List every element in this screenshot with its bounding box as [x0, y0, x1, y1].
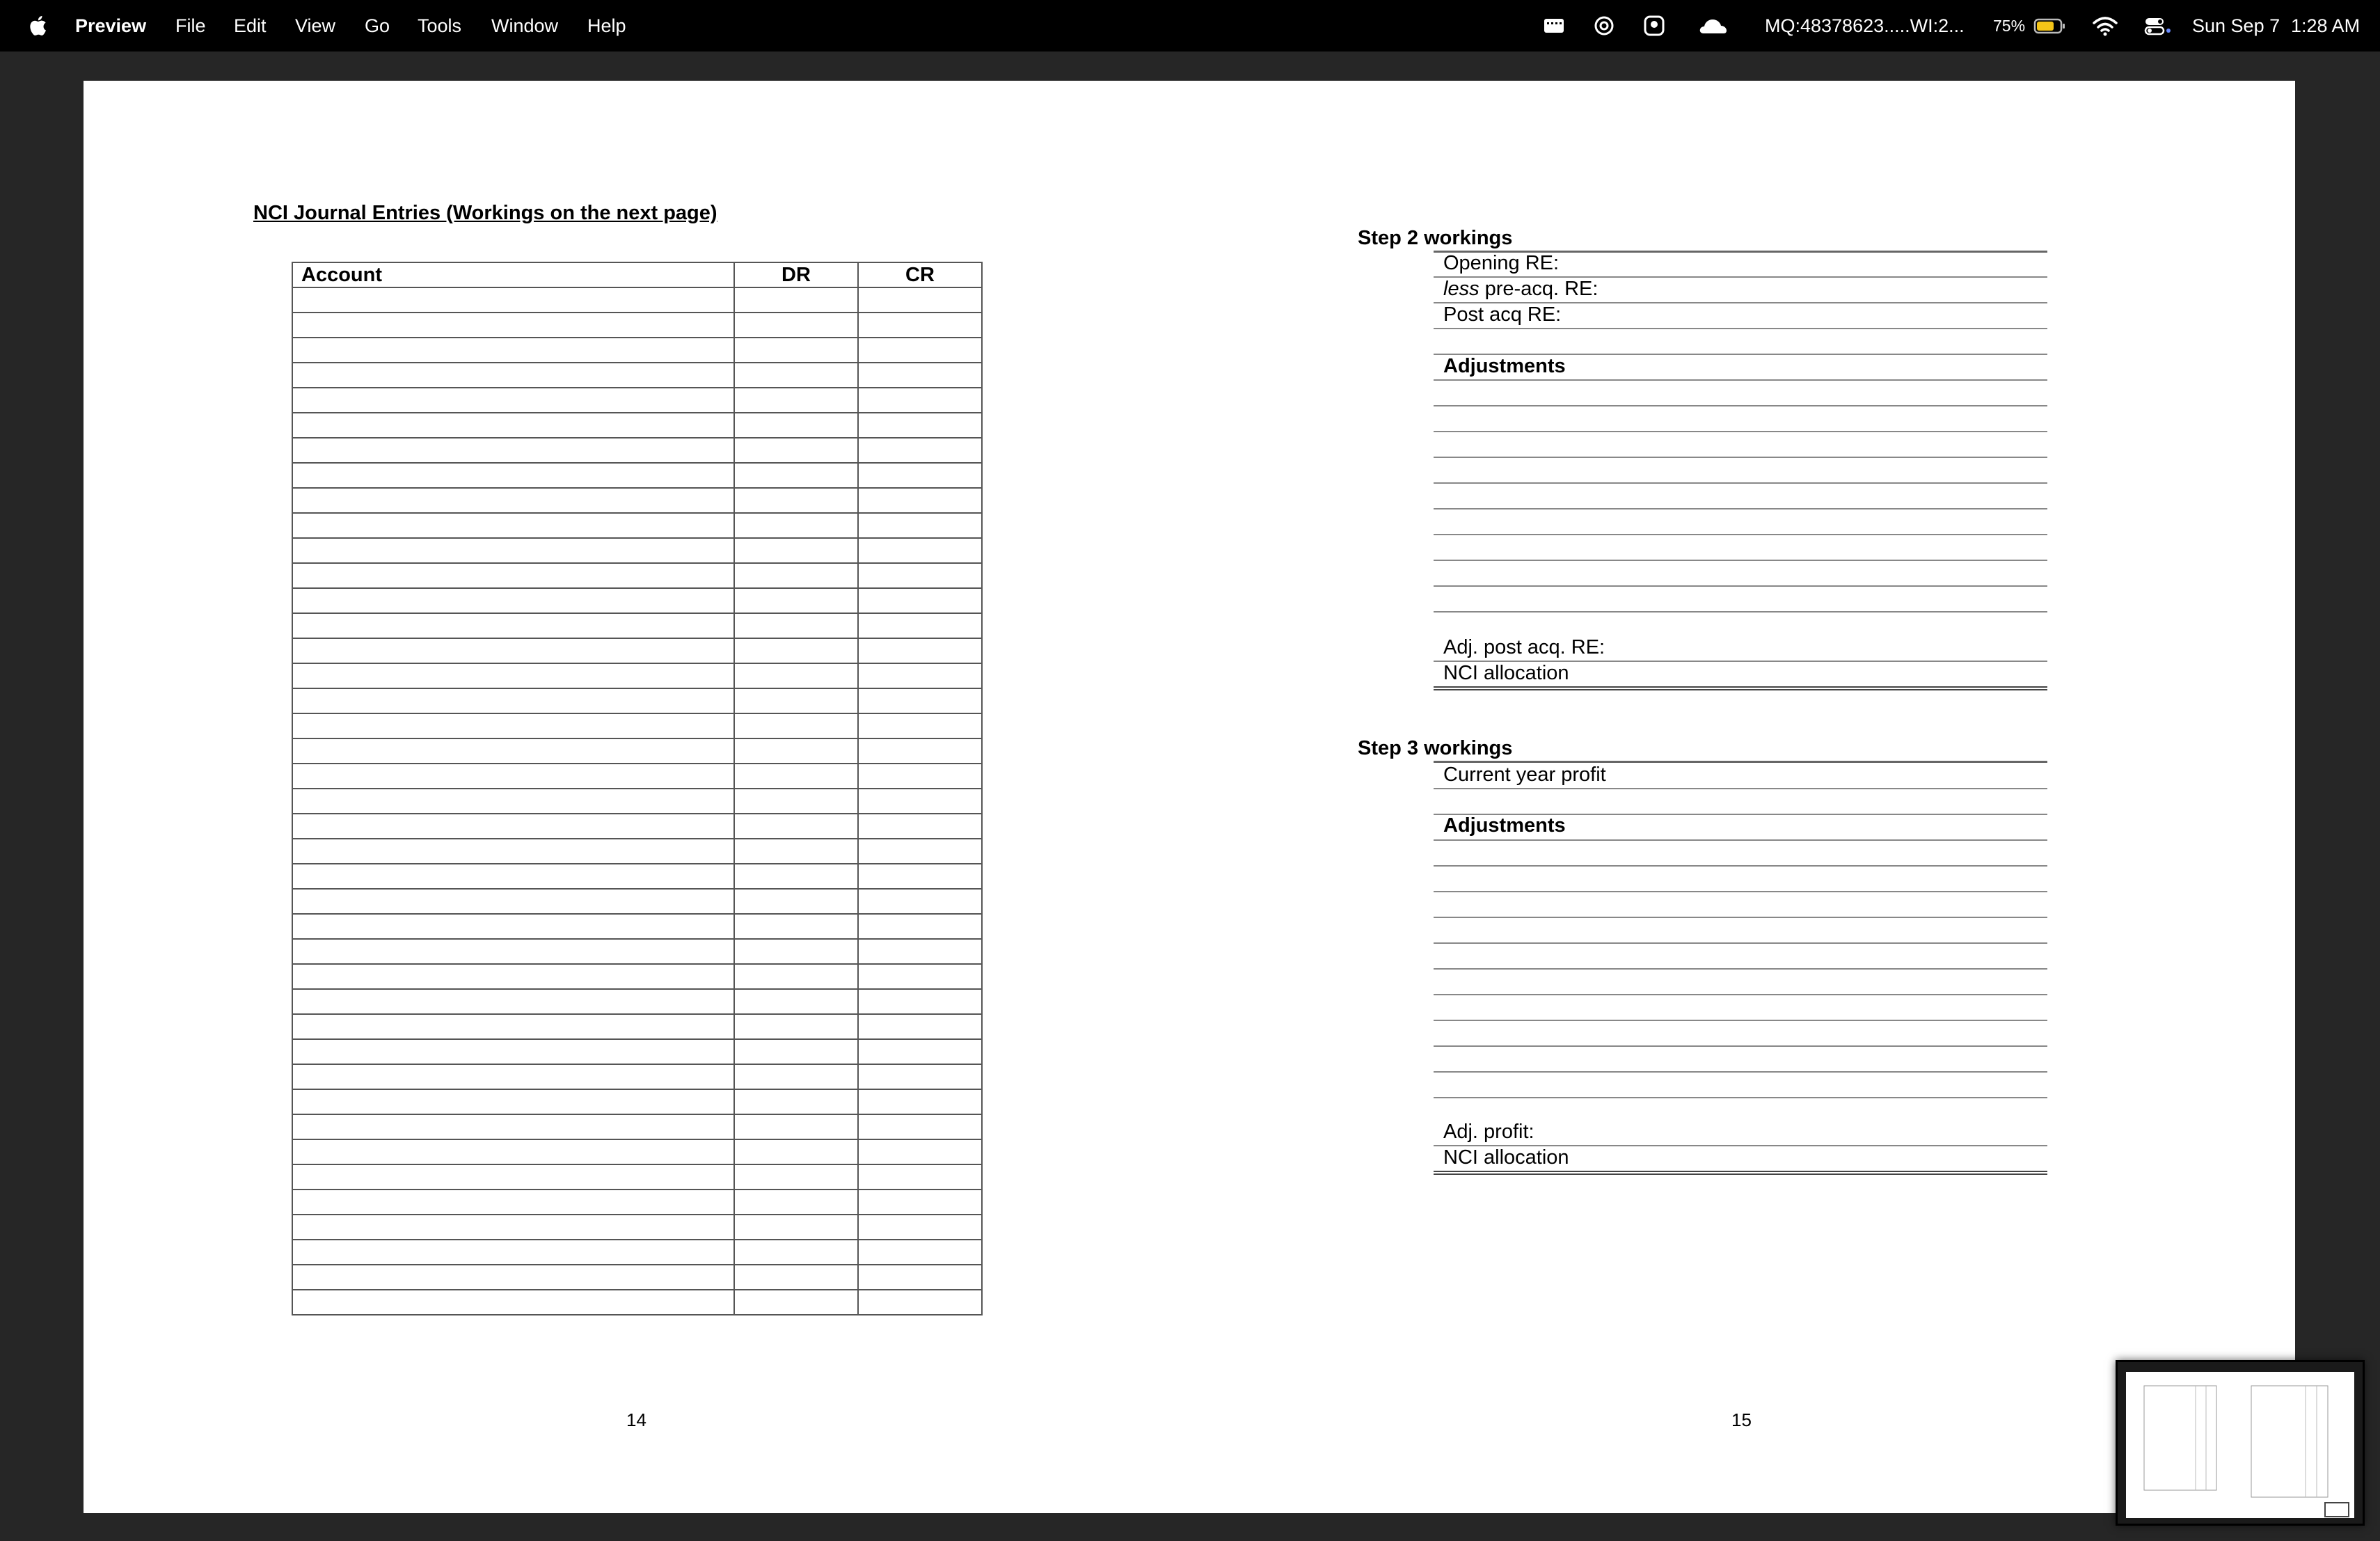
cr-cell — [858, 338, 982, 363]
dr-cell — [734, 889, 858, 914]
cr-cell — [858, 663, 982, 688]
table-row — [292, 438, 982, 463]
rule-line — [1434, 788, 2047, 789]
account-cell — [292, 1265, 734, 1290]
thumbnail-preview[interactable] — [2126, 1372, 2354, 1518]
dr-cell — [734, 1139, 858, 1164]
adjustment-line — [1434, 865, 2047, 867]
page-number-left: 14 — [626, 1409, 646, 1430]
account-cell — [292, 513, 734, 538]
dr-cell — [734, 1190, 858, 1215]
adjustment-line — [1434, 891, 2047, 892]
adjustment-line — [1434, 405, 2047, 406]
table-row — [292, 1215, 982, 1240]
dr-cell — [734, 413, 858, 438]
table-row — [292, 839, 982, 864]
cr-cell — [858, 713, 982, 738]
account-cell — [292, 1014, 734, 1039]
adjustment-line — [1434, 611, 2047, 613]
table-row — [292, 1014, 982, 1039]
dr-cell — [734, 839, 858, 864]
adjustment-line — [1434, 917, 2047, 918]
cr-cell — [858, 363, 982, 388]
menu-go[interactable]: Go — [365, 15, 390, 36]
double-rule-line — [1434, 1171, 2047, 1175]
adjustment-line — [1434, 534, 2047, 535]
menu-help[interactable]: Help — [587, 15, 626, 36]
step3-heading: Step 3 workings — [1358, 737, 1513, 759]
menu-file[interactable]: File — [175, 15, 206, 36]
menu-view[interactable]: View — [295, 15, 336, 36]
cr-cell — [858, 313, 982, 338]
step2-heading: Step 2 workings — [1358, 227, 1513, 249]
dr-cell — [734, 588, 858, 613]
post-acq-re-label: Post acq RE: — [1443, 303, 1562, 326]
battery-percent[interactable]: 75% — [1993, 17, 2026, 35]
cr-cell — [858, 1139, 982, 1164]
cr-cell — [858, 1114, 982, 1139]
table-row — [292, 563, 982, 588]
table-row — [292, 1089, 982, 1114]
dr-cell — [734, 814, 858, 839]
account-cell — [292, 1089, 734, 1114]
dr-cell — [734, 287, 858, 313]
dr-cell — [734, 1265, 858, 1290]
table-row — [292, 738, 982, 764]
account-cell — [292, 563, 734, 588]
adjustment-line — [1434, 457, 2047, 458]
clock-date[interactable]: Sun Sep 7 — [2192, 15, 2280, 36]
column-header-account: Account — [292, 262, 734, 287]
adjustment-line — [1434, 482, 2047, 484]
account-cell — [292, 413, 734, 438]
dr-cell — [734, 1089, 858, 1114]
account-cell — [292, 1190, 734, 1215]
account-cell — [292, 1164, 734, 1190]
wifi-icon[interactable] — [2092, 13, 2118, 39]
table-row — [292, 914, 982, 939]
table-row — [292, 1290, 982, 1315]
table-row — [292, 413, 982, 438]
table-row — [292, 388, 982, 413]
double-rule-line — [1434, 686, 2047, 690]
dr-cell — [734, 989, 858, 1014]
thumbnail-page-image — [2126, 1372, 2354, 1518]
dr-cell — [734, 1039, 858, 1064]
cr-cell — [858, 488, 982, 513]
menu-tools[interactable]: Tools — [418, 15, 462, 36]
cr-cell — [858, 588, 982, 613]
table-row — [292, 1240, 982, 1265]
dr-cell — [734, 538, 858, 563]
adjustment-line — [1434, 942, 2047, 944]
table-row — [292, 313, 982, 338]
battery-icon[interactable] — [2033, 13, 2067, 39]
pre-acq-re-text: pre-acq. RE: — [1479, 278, 1598, 300]
rule-line — [1434, 761, 2047, 763]
page-number-right: 15 — [1731, 1409, 1752, 1430]
app-name-menu[interactable]: Preview — [75, 15, 147, 36]
cr-cell — [858, 1089, 982, 1114]
adjustment-line — [1434, 968, 2047, 970]
adjustment-line — [1434, 1020, 2047, 1021]
adjustment-line — [1434, 379, 2047, 381]
account-cell — [292, 839, 734, 864]
table-row — [292, 889, 982, 914]
account-cell — [292, 964, 734, 989]
adjustment-line — [1434, 431, 2047, 432]
table-row — [292, 789, 982, 814]
page-thumbnail-navigator[interactable] — [2116, 1360, 2365, 1526]
adj-profit-label: Adj. profit: — [1443, 1121, 1534, 1143]
account-cell — [292, 663, 734, 688]
cr-cell — [858, 1240, 982, 1265]
network-status-text[interactable]: MQ:48378623.....WI:2... — [1765, 15, 1965, 36]
cr-cell — [858, 1039, 982, 1064]
dr-cell — [734, 663, 858, 688]
table-row — [292, 964, 982, 989]
table-row — [292, 1190, 982, 1215]
cr-cell — [858, 989, 982, 1014]
dr-cell — [734, 463, 858, 488]
table-header-row — [292, 262, 982, 287]
dr-cell — [734, 789, 858, 814]
account-cell — [292, 588, 734, 613]
table-row — [292, 338, 982, 363]
dr-cell — [734, 613, 858, 638]
dr-cell — [734, 388, 858, 413]
account-cell — [292, 1139, 734, 1164]
cr-cell — [858, 839, 982, 864]
step2-adjustments-label: Adjustments — [1443, 355, 1566, 377]
cr-cell — [858, 764, 982, 789]
app-square-icon[interactable] — [1641, 13, 1667, 39]
cr-cell — [858, 1064, 982, 1089]
account-cell — [292, 1290, 734, 1315]
cloud-app-icon[interactable] — [1698, 13, 1730, 39]
rule-line — [1434, 328, 2047, 329]
adjustment-line — [1434, 839, 2047, 841]
account-cell — [292, 287, 734, 313]
chatgpt-icon[interactable] — [1591, 13, 1617, 39]
step3-nci-allocation-label: NCI allocation — [1443, 1146, 1569, 1169]
column-header-cr: CR — [858, 262, 982, 287]
table-row — [292, 1164, 982, 1190]
dr-cell — [734, 914, 858, 939]
table-row — [292, 814, 982, 839]
table-row — [292, 363, 982, 388]
current-year-profit-label: Current year profit — [1443, 764, 1606, 786]
account-cell — [292, 1064, 734, 1089]
dr-cell — [734, 864, 858, 889]
dr-cell — [734, 1290, 858, 1315]
dr-cell — [734, 638, 858, 663]
account-cell — [292, 764, 734, 789]
adjustment-line — [1434, 585, 2047, 587]
cr-cell — [858, 738, 982, 764]
menu-bar — [0, 0, 2380, 52]
dr-cell — [734, 713, 858, 738]
account-cell — [292, 438, 734, 463]
table-row — [292, 1139, 982, 1164]
less-pre-acq-re-label — [1443, 278, 1598, 301]
adjustment-line — [1434, 1097, 2047, 1098]
table-row — [292, 287, 982, 313]
column-header-dr: DR — [734, 262, 858, 287]
account-cell — [292, 939, 734, 964]
cr-cell — [858, 1190, 982, 1215]
cr-cell — [858, 1265, 982, 1290]
dr-cell — [734, 438, 858, 463]
table-row — [292, 663, 982, 688]
adjustment-line — [1434, 1045, 2047, 1047]
table-row — [292, 989, 982, 1014]
cr-cell — [858, 1215, 982, 1240]
dr-cell — [734, 939, 858, 964]
cr-cell — [858, 1164, 982, 1190]
control-center-icon[interactable] — [2143, 13, 2174, 39]
dr-cell — [734, 488, 858, 513]
cr-cell — [858, 463, 982, 488]
table-row — [292, 1114, 982, 1139]
apple-menu-icon[interactable] — [26, 14, 47, 38]
account-cell — [292, 1039, 734, 1064]
cr-cell — [858, 914, 982, 939]
adjustment-line — [1434, 508, 2047, 509]
account-cell — [292, 864, 734, 889]
account-cell — [292, 1114, 734, 1139]
account-cell — [292, 1215, 734, 1240]
account-cell — [292, 738, 734, 764]
table-row — [292, 713, 982, 738]
adjustment-line — [1434, 994, 2047, 995]
journal-entries-table — [292, 262, 983, 1315]
account-cell — [292, 789, 734, 814]
account-cell — [292, 989, 734, 1014]
dr-cell — [734, 1215, 858, 1240]
table-row — [292, 613, 982, 638]
cr-cell — [858, 964, 982, 989]
cr-cell — [858, 513, 982, 538]
account-cell — [292, 313, 734, 338]
dr-cell — [734, 363, 858, 388]
table-row — [292, 538, 982, 563]
table-row — [292, 463, 982, 488]
adjustment-line — [1434, 560, 2047, 561]
menu-window[interactable]: Window — [491, 15, 559, 36]
cr-cell — [858, 563, 982, 588]
step2-nci-allocation-label: NCI allocation — [1443, 662, 1569, 684]
account-cell — [292, 688, 734, 713]
account-cell — [292, 889, 734, 914]
cr-cell — [858, 538, 982, 563]
dr-cell — [734, 764, 858, 789]
account-cell — [292, 488, 734, 513]
cr-cell — [858, 388, 982, 413]
table-row — [292, 764, 982, 789]
dr-cell — [734, 563, 858, 588]
table-row — [292, 588, 982, 613]
account-cell — [292, 638, 734, 663]
clock-time[interactable]: 1:28 AM — [2291, 15, 2361, 36]
cr-cell — [858, 638, 982, 663]
dr-cell — [734, 688, 858, 713]
dr-cell — [734, 313, 858, 338]
account-cell — [292, 363, 734, 388]
dr-cell — [734, 738, 858, 764]
table-row — [292, 939, 982, 964]
cr-cell — [858, 864, 982, 889]
cr-cell — [858, 438, 982, 463]
table-row — [292, 1064, 982, 1089]
dr-cell — [734, 1064, 858, 1089]
table-row — [292, 1265, 982, 1290]
journal-entries-title: NCI Journal Entries (Workings on the next page) — [253, 202, 717, 224]
table-row — [292, 688, 982, 713]
table-row — [292, 488, 982, 513]
dr-cell — [734, 513, 858, 538]
dr-cell — [734, 1164, 858, 1190]
cr-cell — [858, 814, 982, 839]
account-cell — [292, 814, 734, 839]
cr-cell — [858, 1290, 982, 1315]
dr-cell — [734, 1114, 858, 1139]
account-cell — [292, 463, 734, 488]
table-row — [292, 638, 982, 663]
cr-cell — [858, 1014, 982, 1039]
account-cell — [292, 713, 734, 738]
cr-cell — [858, 789, 982, 814]
cr-cell — [858, 613, 982, 638]
menu-edit[interactable]: Edit — [234, 15, 267, 36]
cr-cell — [858, 939, 982, 964]
adjustment-line — [1434, 1071, 2047, 1073]
account-cell — [292, 914, 734, 939]
table-row — [292, 864, 982, 889]
table-row — [292, 513, 982, 538]
account-cell — [292, 388, 734, 413]
account-cell — [292, 538, 734, 563]
opening-re-label: Opening RE: — [1443, 252, 1560, 274]
dr-cell — [734, 964, 858, 989]
less-word: less — [1443, 278, 1479, 300]
cr-cell — [858, 889, 982, 914]
cr-cell — [858, 688, 982, 713]
dr-cell — [734, 1240, 858, 1265]
dr-cell — [734, 338, 858, 363]
account-cell — [292, 1240, 734, 1265]
cr-cell — [858, 413, 982, 438]
dr-cell — [734, 1014, 858, 1039]
cr-cell — [858, 287, 982, 313]
account-cell — [292, 338, 734, 363]
journal-table-body — [292, 287, 982, 1315]
adj-post-acq-re-label: Adj. post acq. RE: — [1443, 636, 1605, 658]
display-icon[interactable] — [1541, 13, 1567, 39]
account-cell — [292, 613, 734, 638]
step3-adjustments-label: Adjustments — [1443, 814, 1566, 837]
table-row — [292, 1039, 982, 1064]
